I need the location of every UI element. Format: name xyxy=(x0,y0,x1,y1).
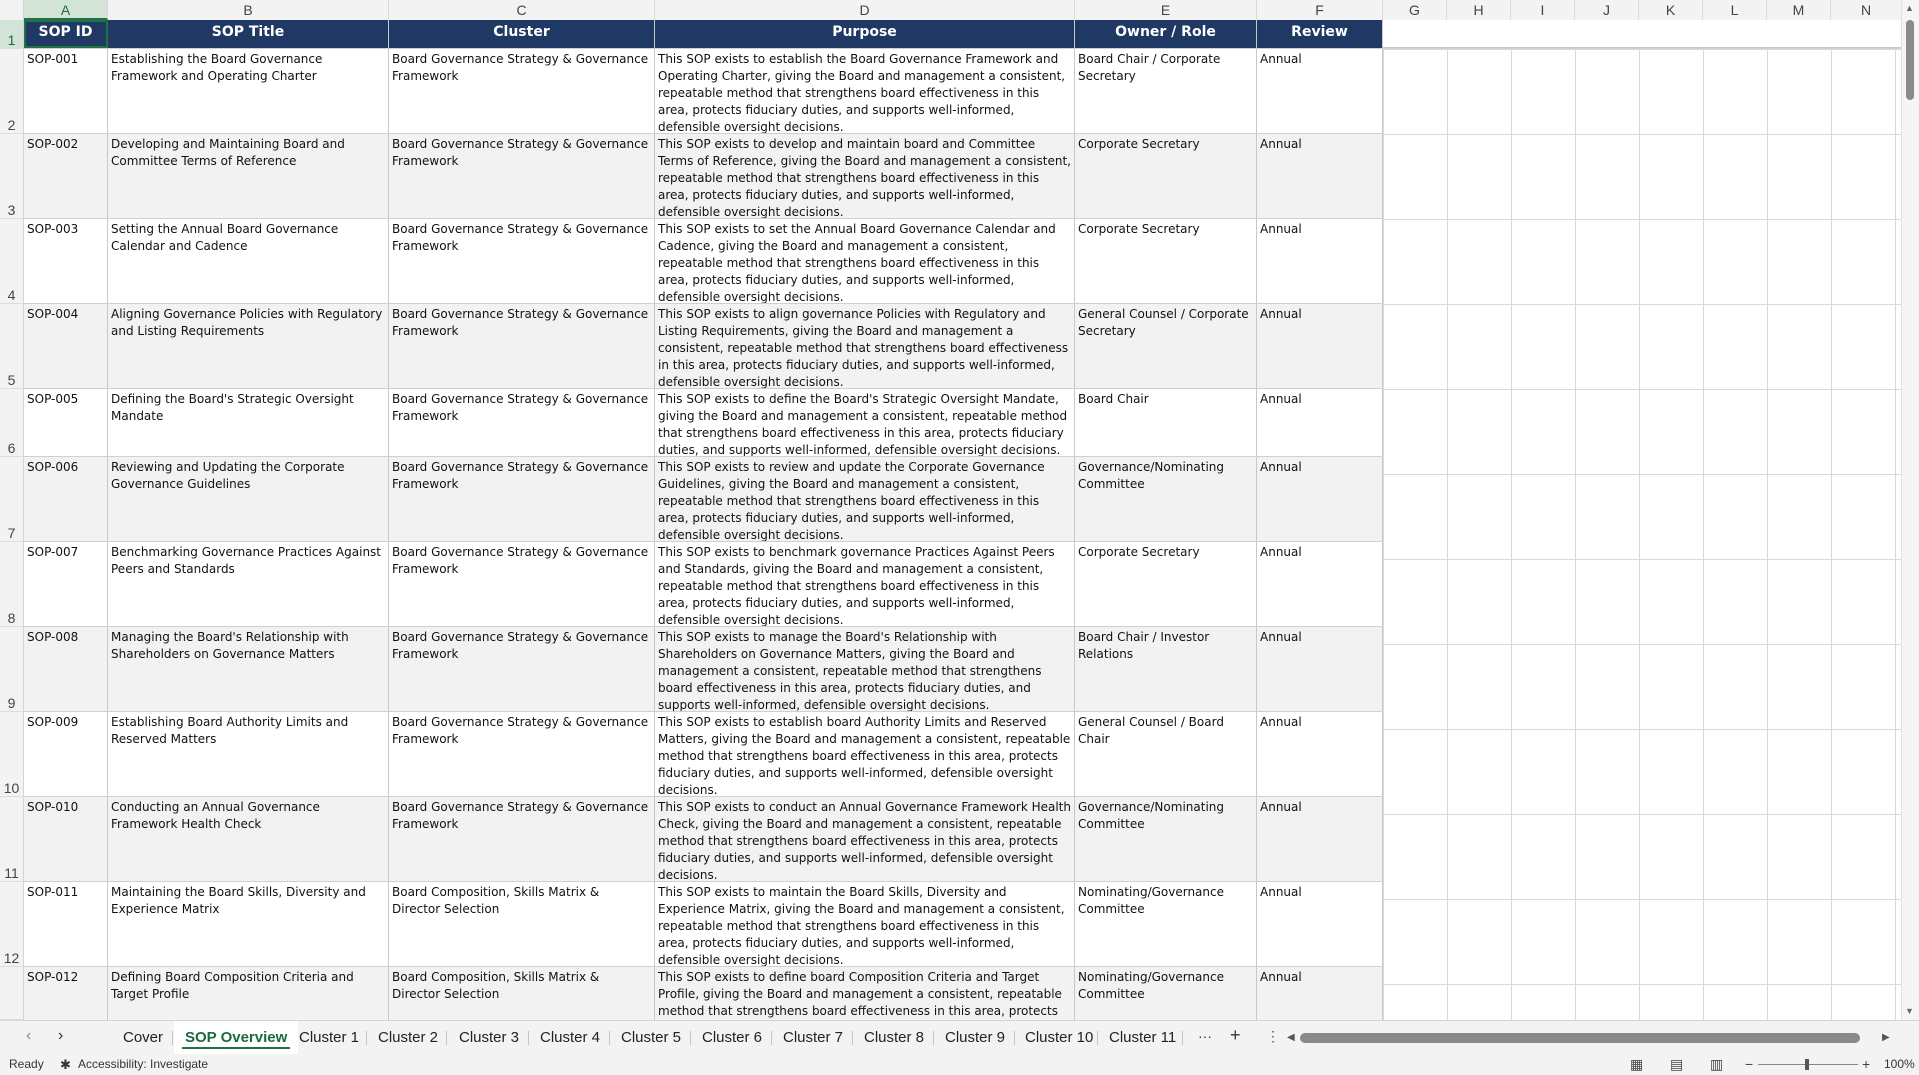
sheet-options-icon[interactable]: ⋮ xyxy=(1266,1028,1280,1044)
chevron-left-icon[interactable]: ‹ xyxy=(26,1027,32,1044)
cell-review[interactable]: Annual xyxy=(1257,219,1383,303)
scroll-down-icon[interactable]: ▼ xyxy=(1905,1006,1914,1016)
cell-owner[interactable]: Board Chair / Corporate Secretary xyxy=(1075,49,1257,133)
cell-cluster[interactable]: Board Governance Strategy & Governance Framework xyxy=(389,457,655,541)
scroll-left-icon[interactable]: ◀ xyxy=(1287,1032,1295,1043)
cell-purpose[interactable]: This SOP exists to define board Composition Criteria and Target Profile, giving the Board and management a consistent, repeatable method that strengthens board effectiveness in this area, protects xyxy=(655,967,1075,1020)
row-header[interactable]: 3 xyxy=(0,134,24,219)
row-header[interactable]: 11 xyxy=(0,797,24,882)
cell-owner[interactable]: Corporate Secretary xyxy=(1075,542,1257,626)
tab-separator xyxy=(1182,1031,1183,1045)
cell-review[interactable]: Annual xyxy=(1257,627,1383,711)
header-cell-sop-title[interactable]: SOP Title xyxy=(108,20,389,48)
sheet-tab-cluster-5[interactable]: Cluster 5 xyxy=(621,1029,682,1046)
cell-purpose[interactable]: This SOP exists to align governance Policies with Regulatory and Listing Requirements, giving the Board and management a consistent, repeatable method that strengthens board effectiveness in this area, protects fiduciary duties, and supports well-informed, defensible oversight decisions. xyxy=(655,304,1075,388)
sheet-tab-sop-overview[interactable]: SOP Overview xyxy=(174,1021,298,1055)
cell-owner[interactable]: Governance/Nominating Committee xyxy=(1075,797,1257,881)
row-header[interactable] xyxy=(0,967,24,1020)
sheet-tab-cluster-1[interactable]: Cluster 1 xyxy=(299,1029,360,1046)
cell-cluster[interactable]: Board Governance Strategy & Governance Framework xyxy=(389,134,655,218)
cell-sop-title[interactable]: Establishing the Board Governance Framework and Operating Charter xyxy=(108,49,389,133)
normal-view-icon[interactable]: ▦ xyxy=(1630,1056,1644,1072)
scroll-right-icon[interactable]: ▶ xyxy=(1882,1032,1890,1043)
cell-cluster[interactable]: Board Governance Strategy & Governance Framework xyxy=(389,797,655,881)
cell-sop-title[interactable]: Managing the Board's Relationship with Shareholders on Governance Matters xyxy=(108,627,389,711)
column-header-l[interactable]: L xyxy=(1703,0,1767,20)
column-header-g[interactable]: G xyxy=(1383,0,1447,20)
header-cell-sop-id[interactable]: SOP ID xyxy=(24,20,108,48)
accessibility-status[interactable]: Accessibility: Investigate xyxy=(78,1057,209,1071)
column-header-h[interactable]: H xyxy=(1447,0,1511,20)
horizontal-scrollbar[interactable] xyxy=(1300,1033,1870,1043)
row-header[interactable]: 12 xyxy=(0,882,24,967)
table-header-row xyxy=(24,20,1902,49)
header-cell-review[interactable]: Review xyxy=(1257,20,1383,48)
cell-sop-id[interactable]: SOP-011 xyxy=(24,882,108,966)
cell-cluster[interactable]: Board Governance Strategy & Governance Framework xyxy=(389,542,655,626)
cell-review[interactable]: Annual xyxy=(1257,967,1383,1020)
sheet-tab-cover[interactable]: Cover xyxy=(123,1029,164,1046)
cell-owner[interactable]: Board Chair / Investor Relations xyxy=(1075,627,1257,711)
cell-sop-title[interactable]: Benchmarking Governance Practices Against Peers and Standards xyxy=(108,542,389,626)
cell-purpose[interactable]: This SOP exists to benchmark governance Practices Against Peers and Standards, giving the Board and management a consistent, repeatable method that strengthens board effectiveness in this area, protects fiduciary duties, and supports well-informed, defensible oversight decisions. xyxy=(655,542,1075,626)
cell-review[interactable]: Annual xyxy=(1257,882,1383,966)
cell-owner[interactable]: General Counsel / Corporate Secretary xyxy=(1075,304,1257,388)
cell-owner[interactable]: Board Chair xyxy=(1075,389,1257,456)
cell-purpose[interactable]: This SOP exists to manage the Board's Relationship with Shareholders on Governance Matters, giving the Board and management a consistent, repeatable method that strengthens board effectiveness in this area, protects fiduciary duties, and supports well-informed, defensible oversight decisions. xyxy=(655,627,1075,711)
cell-sop-title[interactable]: Defining the Board's Strategic Oversight Mandate xyxy=(108,389,389,456)
spreadsheet-grid xyxy=(24,20,1902,1020)
sheet-tabs-bar xyxy=(0,1020,1919,1055)
column-header-bar xyxy=(0,0,1902,21)
zoom-in-icon[interactable]: + xyxy=(1862,1056,1871,1072)
cell-sop-title[interactable]: Establishing Board Authority Limits and Reserved Matters xyxy=(108,712,389,796)
row-header[interactable]: 10 xyxy=(0,712,24,797)
row-header-1[interactable]: 1 xyxy=(0,20,24,49)
cell-purpose[interactable]: This SOP exists to review and update the Corporate Governance Guidelines, giving the Board and management a consistent, repeatable method that strengthens board effectiveness in this area, protects fiduciary duties, and supports well-informed, defensible oversight decisions. xyxy=(655,457,1075,541)
add-sheet-button[interactable]: + xyxy=(1230,1025,1241,1045)
column-header-j[interactable]: J xyxy=(1575,0,1639,20)
cell-cluster[interactable]: Board Governance Strategy & Governance Framework xyxy=(389,627,655,711)
row-header[interactable]: 4 xyxy=(0,219,24,304)
cell-sop-title[interactable]: Reviewing and Updating the Corporate Governance Guidelines xyxy=(108,457,389,541)
cell-review[interactable]: Annual xyxy=(1257,542,1383,626)
sheet-tab-cluster-9[interactable]: Cluster 9 xyxy=(945,1029,1006,1046)
header-cell-purpose[interactable]: Purpose xyxy=(655,20,1075,48)
cell-cluster[interactable]: Board Governance Strategy & Governance Framework xyxy=(389,219,655,303)
cell-sop-title[interactable]: Setting the Annual Board Governance Calendar and Cadence xyxy=(108,219,389,303)
cell-sop-title[interactable]: Defining Board Composition Criteria and Target Profile xyxy=(108,967,389,1020)
vertical-scrollbar[interactable] xyxy=(1901,0,1919,1020)
column-header-c[interactable]: C xyxy=(389,0,655,20)
sheet-tab-cluster-11[interactable]: Cluster 11 xyxy=(1109,1029,1177,1046)
cell-sop-id[interactable]: SOP-010 xyxy=(24,797,108,881)
cell-sop-id[interactable]: SOP-006 xyxy=(24,457,108,541)
select-all-corner[interactable] xyxy=(0,0,24,20)
empty-cells[interactable] xyxy=(1383,20,1902,48)
cell-sop-id[interactable]: SOP-005 xyxy=(24,389,108,456)
page-break-preview-icon[interactable]: ▥ xyxy=(1710,1056,1724,1072)
chevron-right-icon[interactable]: › xyxy=(58,1027,64,1044)
sheet-tab-cluster-10[interactable]: Cluster 10 xyxy=(1025,1029,1094,1046)
empty-cell-area[interactable] xyxy=(1383,49,1902,1020)
cell-review[interactable]: Annual xyxy=(1257,457,1383,541)
tab-separator xyxy=(446,1031,447,1045)
header-cell-cluster[interactable]: Cluster xyxy=(389,20,655,48)
cell-purpose[interactable]: This SOP exists to develop and maintain board and Committee Terms of Reference, giving the Board and management a consistent, repeatable method that strengthens board effectiveness in this area, protects fiduciary duties, and supports well-informed, defensible oversight decisions. xyxy=(655,134,1075,218)
cell-purpose[interactable]: This SOP exists to set the Annual Board Governance Calendar and Cadence, giving the Board and management a consistent, repeatable method that strengthens board effectiveness in this area, protects fiduciary duties, and supports well-informed, defensible oversight decisions. xyxy=(655,219,1075,303)
accessibility-icon[interactable]: ✱ xyxy=(60,1057,71,1072)
tab-separator xyxy=(172,1031,173,1045)
cell-purpose[interactable]: This SOP exists to establish board Authority Limits and Reserved Matters, giving the Board and management a consistent, repeatable method that strengthens board effectiveness in this area, protects fiduciary duties, and supports well-informed, defensible oversight decisions. xyxy=(655,712,1075,796)
cell-cluster[interactable]: Board Composition, Skills Matrix & Director Selection xyxy=(389,882,655,966)
cell-sop-id[interactable]: SOP-007 xyxy=(24,542,108,626)
row-header[interactable]: 8 xyxy=(0,542,24,627)
status-bar xyxy=(0,1054,1919,1075)
cell-review[interactable]: Annual xyxy=(1257,712,1383,796)
cell-sop-id[interactable]: SOP-002 xyxy=(24,134,108,218)
cell-review[interactable]: Annual xyxy=(1257,304,1383,388)
cell-sop-title[interactable]: Developing and Maintaining Board and Committee Terms of Reference xyxy=(108,134,389,218)
sheet-tab-cluster-7[interactable]: Cluster 7 xyxy=(783,1029,844,1046)
sheet-tab-cluster-2[interactable]: Cluster 2 xyxy=(378,1029,439,1046)
cell-review[interactable]: Annual xyxy=(1257,49,1383,133)
sheet-tab-cluster-3[interactable]: Cluster 3 xyxy=(459,1029,520,1046)
cell-purpose[interactable]: This SOP exists to define the Board's Strategic Oversight Mandate, giving the Board and management a consistent, repeatable method that strengthens board effectiveness in this area, protects fiduciary duties, and supports well-informed, defensible oversight decisions. xyxy=(655,389,1075,456)
column-header-k[interactable]: K xyxy=(1639,0,1703,20)
column-header-n[interactable]: N xyxy=(1831,0,1902,20)
column-header-b[interactable]: B xyxy=(108,0,389,20)
cell-sop-title[interactable]: Conducting an Annual Governance Framework Health Check xyxy=(108,797,389,881)
header-cell-owner[interactable]: Owner / Role xyxy=(1075,20,1257,48)
cell-purpose[interactable]: This SOP exists to conduct an Annual Governance Framework Health Check, giving the Board and management a consistent, repeatable method that strengthens board effectiveness in this area, protects fiduciary duties, and supports well-informed, defensible oversight decisions. xyxy=(655,797,1075,881)
scroll-up-icon[interactable]: ▲ xyxy=(1905,3,1914,13)
cell-sop-id[interactable]: SOP-012 xyxy=(24,967,108,1020)
cell-sop-id[interactable]: SOP-008 xyxy=(24,627,108,711)
more-sheets-icon[interactable]: ··· xyxy=(1198,1028,1212,1044)
sheet-tab-cluster-4[interactable]: Cluster 4 xyxy=(540,1029,601,1046)
cell-cluster[interactable]: Board Composition, Skills Matrix & Director Selection xyxy=(389,967,655,1020)
cell-cluster[interactable]: Board Governance Strategy & Governance Framework xyxy=(389,49,655,133)
cell-review[interactable]: Annual xyxy=(1257,797,1383,881)
cell-owner[interactable]: Corporate Secretary xyxy=(1075,219,1257,303)
row-header[interactable]: 2 xyxy=(0,49,24,134)
cell-sop-title[interactable]: Aligning Governance Policies with Regulatory and Listing Requirements xyxy=(108,304,389,388)
row-header[interactable]: 9 xyxy=(0,627,24,712)
cell-owner[interactable]: General Counsel / Board Chair xyxy=(1075,712,1257,796)
cell-sop-id[interactable]: SOP-001 xyxy=(24,49,108,133)
row-header[interactable]: 7 xyxy=(0,457,24,542)
zoom-out-icon[interactable]: − xyxy=(1745,1056,1754,1072)
column-header-f[interactable]: F xyxy=(1257,0,1383,20)
status-ready: Ready xyxy=(9,1057,44,1071)
cell-review[interactable]: Annual xyxy=(1257,389,1383,456)
column-header-d[interactable]: D xyxy=(655,0,1075,20)
cell-cluster[interactable]: Board Governance Strategy & Governance Framework xyxy=(389,712,655,796)
sheet-tab-cluster-6[interactable]: Cluster 6 xyxy=(702,1029,763,1046)
row-header[interactable]: 6 xyxy=(0,389,24,457)
cell-cluster[interactable]: Board Governance Strategy & Governance Framework xyxy=(389,389,655,456)
row-header[interactable]: 5 xyxy=(0,304,24,389)
column-header-e[interactable]: E xyxy=(1075,0,1257,20)
cell-sop-id[interactable]: SOP-003 xyxy=(24,219,108,303)
cell-review[interactable]: Annual xyxy=(1257,134,1383,218)
cell-sop-id[interactable]: SOP-009 xyxy=(24,712,108,796)
cell-cluster[interactable]: Board Governance Strategy & Governance Framework xyxy=(389,304,655,388)
sheet-tab-cluster-8[interactable]: Cluster 8 xyxy=(864,1029,925,1046)
zoom-slider-thumb[interactable] xyxy=(1805,1059,1809,1070)
zoom-level[interactable]: 100% xyxy=(1884,1057,1915,1071)
cell-owner[interactable]: Nominating/Governance Committee xyxy=(1075,882,1257,966)
cell-purpose[interactable]: This SOP exists to establish the Board Governance Framework and Operating Charter, giving the Board and management a consistent, repeatable method that strengthens board effectiveness in this area, protects fiduciary duties, and supports well-informed, defensible oversight decisions. xyxy=(655,49,1075,133)
page-layout-icon[interactable]: ▤ xyxy=(1670,1056,1684,1072)
cell-owner[interactable]: Governance/Nominating Committee xyxy=(1075,457,1257,541)
column-header-a[interactable]: A xyxy=(24,0,108,20)
cell-sop-title[interactable]: Maintaining the Board Skills, Diversity and Experience Matrix xyxy=(108,882,389,966)
horizontal-scroll-thumb[interactable] xyxy=(1300,1033,1860,1043)
cell-owner[interactable]: Corporate Secretary xyxy=(1075,134,1257,218)
column-header-m[interactable]: M xyxy=(1767,0,1831,20)
vertical-scroll-thumb[interactable] xyxy=(1906,20,1914,100)
cell-purpose[interactable]: This SOP exists to maintain the Board Skills, Diversity and Experience Matrix, giving the Board and management a consistent, repeatable method that strengthens board effectiveness in this area, protects fiduciary duties, and supports well-informed, defensible oversight decisions. xyxy=(655,882,1075,966)
column-header-i[interactable]: I xyxy=(1511,0,1575,20)
cell-sop-id[interactable]: SOP-004 xyxy=(24,304,108,388)
cell-owner[interactable]: Nominating/Governance Committee xyxy=(1075,967,1257,1020)
